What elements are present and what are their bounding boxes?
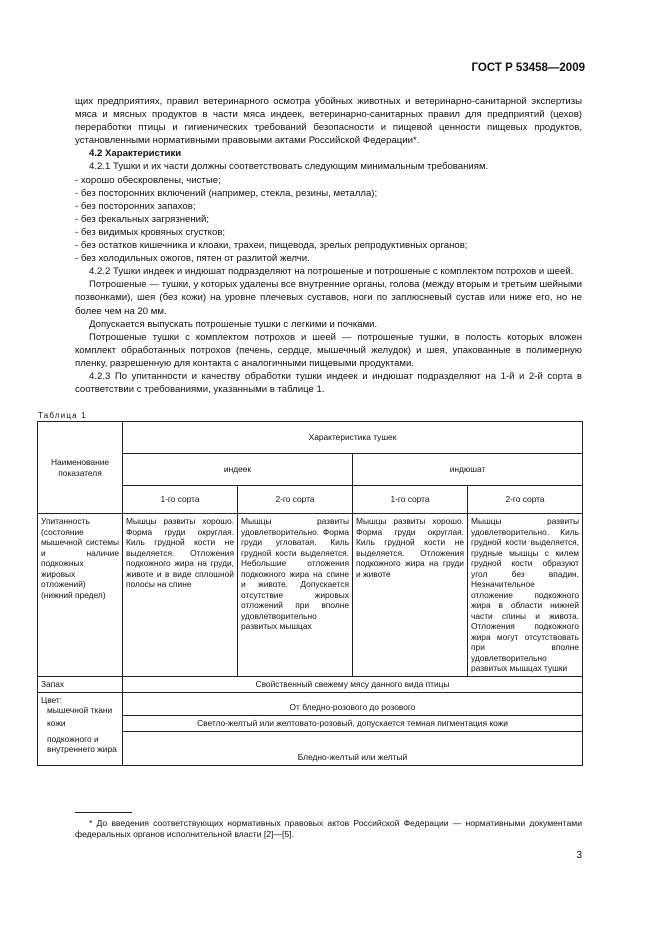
cell-turkeys-grade2: Мышцы развиты удовлетворительно. Форма груди угловатая. Киль грудной кости выделяется. Небольшие отложения подкожного жира на спине и животе. Допускается отсутствие жировых отложений при вполне удовлетворительно развитых мышцах <box>238 514 353 677</box>
row-label-color <box>38 692 123 716</box>
paragraph: Потрошеные — тушки, у которых удалены все внутренние органы, голова (между вторым и третьим шейными позвонками), шея (без кожи) на уровне плечевых суставов, ноги по заплюсневый сустав или ниже его, но не более чем на 20 мм. <box>75 279 582 317</box>
paragraph: Потрошеные тушки с комплектом потрохов и шеей — потрошеные тушки, в полость которых вложен комплект обработанных потрохов (печень, сердце, мышечный желудок) и шея, упакованные в полимерную пленку, разрешенную для контакта с аналогичными пищевыми продуктами. <box>75 331 582 369</box>
list-item: - без посторонних включений (например, стекла, резины, металла); <box>75 187 378 199</box>
cell-turkeys-grade1: Мышцы развиты хорошо. Форма груди округлая. Киль грудной кости не выделяется. Отложения подкожного жира на груди, животе и в виде сплошной полосы на спине <box>123 514 238 677</box>
color-label: Цвет: <box>41 694 63 705</box>
cell-smell: Свойственный свежему мясу данного вида птицы <box>123 676 583 692</box>
body-text <box>75 95 582 396</box>
header-turkeys-grade2: 2-го сорта <box>238 486 353 514</box>
paragraph: 4.2.3 По упитанности и качеству обработки тушки индеек и индюшат подразделяют на 1-й и 2-й сорта в соответствии с требованиями, указанными в таблице 1. <box>75 370 582 396</box>
list-item: - без холодильных ожогов, пятен от разлитой желчи. <box>75 253 310 265</box>
row-label-fatness: Упитанность (состояние мышечной системы и наличие подкожных жировых отложений) (нижний предел) <box>38 514 123 677</box>
paragraph: Допускается выпускать потрошеные тушки с легкими и почками. <box>89 318 378 330</box>
cell-poults-grade1: Мышцы развиты хорошо. Форма груди округлая. Киль грудной кости не выделяется. Отложения подкожного жира на груди и животе <box>353 514 468 677</box>
cell-skin-color: Светло-желтый или желтовато-розовый, допускается темная пигментация кожи <box>123 716 583 732</box>
standard-header: ГОСТ Р 53458—2009 <box>471 62 585 74</box>
paragraph: 4.2.2 Тушки индеек и индюшат подразделяют на потрошеные и потрошеные с комплектом потрохов и шеей. <box>89 266 574 278</box>
skin-label: кожи <box>38 716 123 732</box>
list-item: - хорошо обескровлены, чистые; <box>75 174 221 186</box>
header-characteristics: Характеристика тушек <box>123 422 583 454</box>
list-item: - без видимых кровяных сгустков; <box>75 226 226 238</box>
page-number: 3 <box>576 850 582 861</box>
cell-poults-grade2: Мышцы развиты удовлетворительно. Киль грудной кости выделяется, грудные мышцы с килем грудной кости образуют угол без впадин. Незначительное отложение подкожного жира в области нижней части спины и живота. Отложения подкожного жира могут отсутствовать при вполне удовлетворительно развитых мышцах тушки <box>468 514 583 677</box>
characteristics-table <box>37 421 583 766</box>
header-poults-grade1: 1-го сорта <box>353 486 468 514</box>
paragraph: щих предприятиях, правил ветеринарного осмотра убойных животных и ветеринарно-санитарной экспертизы мяса и мясных продуктов в части мяса индеек, ветеринарно-санитарных правил для предприятий (цехов) переработки птицы и гигиенических требований безопасности и пищевой ценности пищевых продуктов, установленными нормативными правовыми актами Российской Федерации*. <box>75 96 582 147</box>
header-indicator: Наименование показателя <box>38 422 123 514</box>
header-poults-grade2: 2-го сорта <box>468 486 583 514</box>
header-turkeys-grade1: 1-го сорта <box>123 486 238 514</box>
list-item: - без остатков кишечника и клоаки, трахеи, пищевода, зрелых репродуктивных органов; <box>75 240 468 252</box>
list-item: - без фекальных загрязнений; <box>75 213 210 225</box>
row-label-smell: Запах <box>38 676 123 692</box>
footnote: * До введения соответствующих нормативных правовых актов Российской Федерации — нормативными документами федеральных органов исполнительной власти [2]—[5]. <box>75 818 582 839</box>
paragraph: 4.2.1 Тушки и их части должны соответствовать следующим минимальным требованиям. <box>89 161 489 173</box>
header-poults: индюшат <box>353 454 583 486</box>
cell-fat-color: Бледно-желтый или желтый <box>123 732 583 766</box>
list-item: - без посторонних запахов; <box>75 200 196 212</box>
section-heading: 4.2 Характеристики <box>89 148 182 160</box>
muscle-label: мышечной ткани <box>47 705 113 715</box>
fat-label: подкожного и внутреннего жира <box>38 732 123 766</box>
header-turkeys: индеек <box>123 454 353 486</box>
table-caption: Таблица 1 <box>38 411 87 420</box>
cell-muscle-color: От бледно-розового до розового <box>123 692 583 716</box>
footnote-divider <box>75 812 132 813</box>
